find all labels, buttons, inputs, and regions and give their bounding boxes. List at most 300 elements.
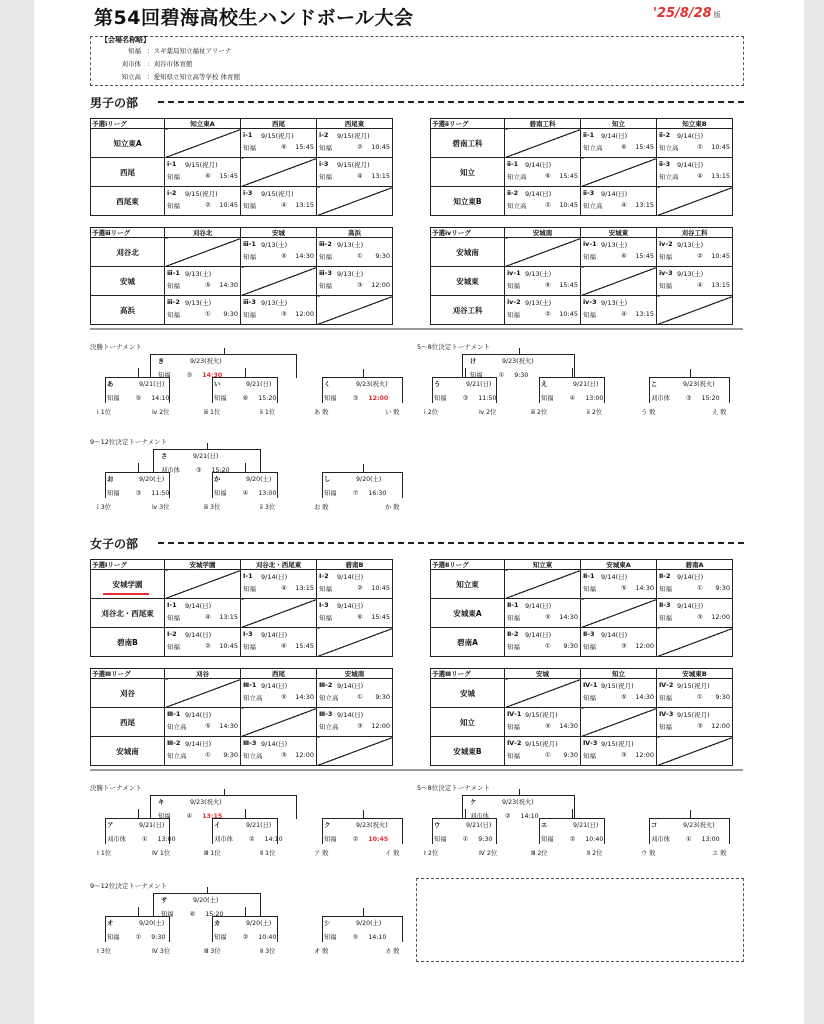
match-code: ⅱ-2 bbox=[659, 131, 671, 139]
court-number: ① bbox=[697, 584, 703, 592]
game-code: い bbox=[214, 381, 221, 388]
column-team-name: 碧南B bbox=[317, 560, 393, 570]
match-code: ⅰ-3 bbox=[319, 160, 329, 168]
court-number: ④ bbox=[621, 310, 627, 318]
game-court: ① bbox=[462, 836, 469, 843]
match-time: 12:00 bbox=[295, 310, 314, 318]
game-date: 9/20(土) bbox=[139, 476, 165, 483]
seed-label: う 敗 bbox=[641, 409, 656, 416]
match-venue: 知福 bbox=[659, 282, 672, 290]
girls-section-heading: 女子の部 bbox=[90, 537, 139, 551]
match-code: Ⅰ-2 bbox=[167, 630, 177, 638]
row-team-name: 安城東 bbox=[431, 267, 505, 296]
bracket-line bbox=[207, 887, 208, 893]
game-date: 9/20(土) bbox=[356, 920, 382, 927]
match-date: 9/15(祝月) bbox=[601, 740, 634, 748]
column-team-name: 知立東A bbox=[165, 119, 241, 129]
venue-key: 知福 bbox=[128, 47, 141, 55]
game-header-row bbox=[214, 379, 276, 388]
game-venue: 知福 bbox=[214, 490, 227, 497]
page-title: 第54回碧海高校生ハンドボール大会 bbox=[94, 7, 414, 29]
match-cell bbox=[505, 296, 581, 325]
game-code: あ bbox=[107, 381, 114, 388]
match-code: Ⅱ-1 bbox=[507, 601, 519, 609]
match-date: 9/15(祝月) bbox=[525, 740, 558, 748]
match-venue: 知福 bbox=[659, 253, 672, 261]
match-time: 14:30 bbox=[295, 252, 314, 260]
seed-label: Ⅱ 2位 bbox=[587, 850, 603, 857]
game-header-row bbox=[470, 356, 534, 365]
game-date: 9/20(土) bbox=[246, 476, 272, 483]
match-date: 9/14(日) bbox=[261, 740, 288, 748]
game-date: 9/21(日) bbox=[139, 822, 165, 829]
match-date: 9/15(祝月) bbox=[337, 161, 370, 169]
match-cell bbox=[317, 599, 393, 628]
column-team-name: 知立東B bbox=[657, 119, 733, 129]
match-time: 15:45 bbox=[635, 143, 654, 151]
court-number: ④ bbox=[621, 201, 627, 209]
court-number: ⑥ bbox=[621, 143, 627, 151]
match-venue: 知福 bbox=[167, 282, 180, 290]
seed-label: エ 敗 bbox=[712, 850, 727, 857]
match-time: 10:45 bbox=[711, 143, 730, 151]
diagonal-empty-cell bbox=[241, 158, 317, 187]
bracket-line bbox=[465, 809, 466, 818]
diagonal-empty-cell bbox=[581, 267, 657, 296]
court-number: ④ bbox=[357, 172, 363, 180]
diagonal-empty-cell bbox=[241, 267, 317, 296]
match-code: ⅲ-2 bbox=[167, 298, 180, 306]
match-code: Ⅳ-3 bbox=[583, 739, 598, 747]
game-detail-row bbox=[324, 488, 386, 497]
match-cell bbox=[581, 238, 657, 267]
seed-label: ⅲ 1位 bbox=[204, 409, 221, 416]
match-time: 12:00 bbox=[711, 722, 730, 730]
league-table bbox=[90, 559, 393, 657]
match-venue: 知福 bbox=[319, 253, 332, 261]
match-date: 9/13(土) bbox=[185, 270, 212, 278]
seed-label: Ⅰ 2位 bbox=[424, 850, 439, 857]
match-time: 14:30 bbox=[559, 722, 578, 730]
seed-label: Ⅲ 3位 bbox=[204, 948, 221, 955]
match-venue: 知福 bbox=[583, 311, 596, 319]
match-cell bbox=[241, 296, 317, 325]
row-team-name: 知立 bbox=[431, 708, 505, 737]
league-name: 予選Ⅰリーグ bbox=[91, 560, 165, 570]
row-team-name: 刈谷工科 bbox=[431, 296, 505, 325]
game-court: ⑦ bbox=[352, 490, 359, 497]
match-time: 9:30 bbox=[563, 751, 578, 759]
match-date: 9/14(日) bbox=[261, 573, 288, 581]
match-cell bbox=[317, 267, 393, 296]
game-code: く bbox=[324, 381, 331, 388]
game-court: ① bbox=[685, 836, 692, 843]
game-code: き bbox=[158, 358, 165, 365]
seed-label: Ⅰ 1位 bbox=[97, 850, 112, 857]
league-table bbox=[430, 668, 733, 766]
game-date: 9/20(土) bbox=[193, 897, 219, 904]
match-cell bbox=[241, 187, 317, 216]
court-number: ④ bbox=[281, 584, 287, 592]
game-date: 9/23(祝火) bbox=[683, 381, 715, 388]
match-date: 9/14(日) bbox=[337, 711, 364, 719]
game-detail-row bbox=[324, 393, 388, 402]
game-info bbox=[434, 820, 492, 843]
court-number: ② bbox=[697, 143, 703, 151]
league-table bbox=[430, 118, 733, 216]
column-team-name: 碧南工科 bbox=[505, 119, 581, 129]
match-time: 9:30 bbox=[375, 252, 390, 260]
game-code: こ bbox=[651, 381, 658, 388]
game-date: 9/20(土) bbox=[139, 920, 165, 927]
match-date: 9/14(日) bbox=[261, 682, 288, 690]
game-detail-row bbox=[107, 393, 169, 402]
column-team-name: 知立東 bbox=[505, 560, 581, 570]
court-number: ③ bbox=[621, 642, 627, 650]
match-cell bbox=[581, 628, 657, 657]
league-name: 予選ⅲリーグ bbox=[91, 228, 165, 238]
game-header-row bbox=[434, 379, 496, 388]
match-cell bbox=[581, 737, 657, 766]
match-date: 9/14(日) bbox=[677, 573, 704, 581]
game-code: シ bbox=[324, 920, 331, 927]
column-team-name: 安城 bbox=[241, 228, 317, 238]
match-cell bbox=[657, 679, 733, 708]
match-code: ⅳ-1 bbox=[583, 240, 597, 248]
bracket-line bbox=[138, 368, 139, 377]
game-code: さ bbox=[161, 453, 168, 460]
match-cell bbox=[505, 158, 581, 187]
match-date: 9/13(土) bbox=[677, 270, 704, 278]
court-number: ① bbox=[205, 310, 211, 318]
match-time: 10:45 bbox=[559, 201, 578, 209]
bracket-label: 9～12位決定トーナメント bbox=[90, 438, 168, 446]
bracket-label: 5～8位決定トーナメント bbox=[417, 343, 491, 351]
league-table bbox=[90, 668, 393, 766]
match-date: 9/13(土) bbox=[601, 241, 628, 249]
seed-label: か 敗 bbox=[385, 504, 400, 511]
match-code: Ⅳ-3 bbox=[659, 710, 674, 718]
match-date: 9/15(祝月) bbox=[525, 711, 558, 719]
match-time: 14:30 bbox=[635, 584, 654, 592]
match-date: 9/14(日) bbox=[525, 190, 552, 198]
game-time: 10:40 bbox=[585, 836, 604, 843]
column-team-name: 刈谷工科 bbox=[657, 228, 733, 238]
court-number: ⑤ bbox=[545, 722, 551, 730]
game-date: 9/23(祝火) bbox=[190, 799, 222, 806]
court-number: ④ bbox=[697, 172, 703, 180]
row-team-name: 安城学園 bbox=[91, 570, 165, 599]
game-header-row bbox=[324, 474, 386, 483]
court-number: ① bbox=[697, 693, 703, 701]
game-time: 13:00 bbox=[585, 395, 604, 402]
match-date: 9/13(土) bbox=[337, 241, 364, 249]
game-time: 15:20 bbox=[211, 467, 230, 474]
match-venue: 知福 bbox=[507, 752, 520, 760]
match-time: 9:30 bbox=[715, 693, 730, 701]
match-code: Ⅱ-2 bbox=[659, 572, 671, 580]
game-header-row bbox=[541, 379, 603, 388]
league-table bbox=[430, 559, 733, 657]
match-cell bbox=[581, 296, 657, 325]
match-cell bbox=[241, 570, 317, 599]
league-name: 予選ⅰリーグ bbox=[91, 119, 165, 129]
game-time: 15:20 bbox=[701, 395, 720, 402]
game-info bbox=[324, 918, 386, 941]
column-team-name: 西尾東 bbox=[317, 119, 393, 129]
match-code: ⅱ-2 bbox=[507, 189, 519, 197]
game-court: ⑤ bbox=[135, 395, 142, 402]
column-team-name: 西尾 bbox=[241, 669, 317, 679]
match-date: 9/14(日) bbox=[601, 631, 628, 639]
bracket-line bbox=[572, 368, 573, 377]
diagonal-empty-cell bbox=[657, 628, 733, 657]
league-table bbox=[430, 227, 733, 325]
game-code: う bbox=[434, 381, 441, 388]
match-cell bbox=[581, 129, 657, 158]
seed-label: ⅲ 2位 bbox=[531, 409, 548, 416]
match-cell bbox=[505, 187, 581, 216]
match-code: ⅲ-3 bbox=[243, 298, 256, 306]
game-time: 14:10 bbox=[368, 934, 387, 941]
seed-label: い 敗 bbox=[385, 409, 400, 416]
match-cell bbox=[657, 129, 733, 158]
row-team-name: 知立東B bbox=[431, 187, 505, 216]
seed-label: Ⅳ 3位 bbox=[152, 948, 171, 955]
game-detail-row bbox=[651, 834, 720, 843]
game-info bbox=[651, 820, 720, 843]
game-info bbox=[324, 820, 388, 843]
court-number: ① bbox=[545, 751, 551, 759]
row-team-name: 安城南 bbox=[431, 238, 505, 267]
game-venue: 知福 bbox=[107, 934, 120, 941]
match-cell bbox=[317, 129, 393, 158]
venue-row bbox=[91, 46, 231, 55]
seed-label: Ⅳ 1位 bbox=[152, 850, 171, 857]
match-code: Ⅲ-3 bbox=[243, 739, 257, 747]
diagonal-empty-cell bbox=[165, 570, 241, 599]
seed-label: ⅲ 3位 bbox=[204, 504, 221, 511]
match-date: 9/14(日) bbox=[525, 602, 552, 610]
court-number: ③ bbox=[357, 281, 363, 289]
game-time: 14:10 bbox=[151, 395, 170, 402]
match-venue: 知福 bbox=[167, 173, 180, 181]
match-time: 14:30 bbox=[219, 281, 238, 289]
league-name: 予選ⅱリーグ bbox=[431, 119, 505, 129]
match-date: 9/13(土) bbox=[525, 270, 552, 278]
match-date: 9/13(土) bbox=[261, 241, 288, 249]
bracket-line bbox=[138, 809, 139, 818]
row-team-name: 碧南A bbox=[431, 628, 505, 657]
game-info bbox=[470, 797, 539, 820]
match-venue: 知立高 bbox=[583, 202, 603, 210]
divider-line bbox=[90, 769, 743, 771]
game-detail-row bbox=[651, 393, 720, 402]
bracket-line bbox=[224, 789, 225, 795]
match-date: 9/14(日) bbox=[677, 602, 704, 610]
game-info bbox=[158, 356, 222, 379]
game-court: ② bbox=[504, 813, 511, 820]
venue-legend-heading: 【会場名称略】 bbox=[101, 36, 150, 44]
game-venue: 知福 bbox=[434, 395, 447, 402]
match-code: Ⅰ-1 bbox=[243, 572, 253, 580]
match-venue: 知福 bbox=[583, 253, 596, 261]
game-code: オ bbox=[107, 920, 114, 927]
game-code: ア bbox=[107, 822, 114, 829]
diagonal-empty-cell bbox=[317, 187, 393, 216]
match-time: 9:30 bbox=[563, 642, 578, 650]
match-code: Ⅱ-3 bbox=[659, 601, 671, 609]
game-time: 10:40 bbox=[258, 934, 277, 941]
match-code: ⅳ-1 bbox=[507, 269, 521, 277]
match-time: 10:45 bbox=[371, 584, 390, 592]
match-date: 9/13(土) bbox=[337, 270, 364, 278]
match-venue: 知福 bbox=[507, 311, 520, 319]
game-detail-row bbox=[324, 932, 386, 941]
game-date: 9/20(土) bbox=[356, 476, 382, 483]
match-venue: 知福 bbox=[583, 752, 596, 760]
game-venue: 知福 bbox=[107, 395, 120, 402]
court-number: ④ bbox=[281, 201, 287, 209]
match-code: Ⅲ-3 bbox=[319, 710, 333, 718]
seed-label: ⅳ 2位 bbox=[479, 409, 497, 416]
match-date: 9/15(祝月) bbox=[261, 190, 294, 198]
court-number: ⑤ bbox=[205, 722, 211, 730]
match-cell bbox=[317, 158, 393, 187]
bracket-line bbox=[519, 348, 520, 354]
match-cell bbox=[581, 570, 657, 599]
game-code: サ bbox=[161, 897, 168, 904]
match-cell bbox=[241, 737, 317, 766]
divider-line bbox=[90, 328, 743, 330]
row-team-name: 刈谷北 bbox=[91, 238, 165, 267]
bracket-line bbox=[138, 907, 139, 916]
court-number: ① bbox=[205, 751, 211, 759]
bracket-line bbox=[572, 809, 573, 818]
match-code: ⅳ-2 bbox=[507, 298, 521, 306]
bracket-line bbox=[207, 443, 208, 449]
match-code: Ⅱ-3 bbox=[583, 630, 595, 638]
row-team-name: 高浜 bbox=[91, 296, 165, 325]
row-team-name: 碧南B bbox=[91, 628, 165, 657]
venue-row bbox=[91, 59, 193, 68]
game-date: 9/23(祝火) bbox=[502, 799, 534, 806]
match-venue: 知立高 bbox=[167, 723, 187, 731]
match-code: Ⅲ-2 bbox=[167, 739, 181, 747]
column-team-name: 安城東B bbox=[657, 669, 733, 679]
game-venue: 知福 bbox=[434, 836, 447, 843]
game-date: 9/21(日) bbox=[139, 381, 165, 388]
match-time: 9:30 bbox=[375, 693, 390, 701]
row-team-name: 西尾東 bbox=[91, 187, 165, 216]
match-date: 9/14(日) bbox=[337, 573, 364, 581]
game-header-row bbox=[214, 474, 276, 483]
venue-value: ：刈谷市体育館 bbox=[147, 60, 193, 68]
match-cell bbox=[165, 158, 241, 187]
diagonal-empty-cell bbox=[165, 129, 241, 158]
game-header-row bbox=[470, 797, 539, 806]
game-header-row bbox=[158, 797, 222, 806]
bracket-line bbox=[245, 463, 246, 472]
match-cell bbox=[241, 129, 317, 158]
match-cell bbox=[657, 708, 733, 737]
match-date: 9/13(土) bbox=[601, 299, 628, 307]
court-number: ⑥ bbox=[281, 642, 287, 650]
match-code: ⅲ-1 bbox=[243, 240, 256, 248]
match-venue: 知福 bbox=[507, 723, 520, 731]
diagonal-empty-cell bbox=[657, 296, 733, 325]
game-court: ⑥ bbox=[189, 911, 196, 918]
game-court: ③ bbox=[462, 395, 469, 402]
seed-label: Ⅳ 2位 bbox=[479, 850, 498, 857]
diagonal-empty-cell bbox=[505, 679, 581, 708]
match-cell bbox=[317, 708, 393, 737]
match-venue: 知福 bbox=[659, 694, 672, 702]
game-code: ク bbox=[324, 822, 331, 829]
court-number: ⑥ bbox=[205, 172, 211, 180]
match-date: 9/14(日) bbox=[601, 190, 628, 198]
game-info bbox=[214, 820, 283, 843]
game-date: 9/23(祝火) bbox=[683, 822, 715, 829]
game-code: イ bbox=[214, 822, 221, 829]
court-number: ③ bbox=[357, 722, 363, 730]
match-time: 15:45 bbox=[295, 642, 314, 650]
diagonal-empty-cell bbox=[165, 238, 241, 267]
column-team-name: 安城南 bbox=[317, 669, 393, 679]
game-venue: 知福 bbox=[158, 372, 171, 379]
game-header-row bbox=[107, 820, 176, 829]
game-detail-row bbox=[107, 932, 165, 941]
match-venue: 知福 bbox=[507, 643, 520, 651]
match-time: 13:15 bbox=[635, 201, 654, 209]
game-info bbox=[541, 820, 603, 843]
team-underline bbox=[103, 593, 149, 595]
match-date: 9/13(土) bbox=[185, 299, 212, 307]
game-info bbox=[107, 474, 169, 497]
game-court: ⑤ bbox=[352, 934, 359, 941]
seed-label: Ⅱ 3位 bbox=[260, 948, 276, 955]
match-code: Ⅰ-1 bbox=[167, 601, 177, 609]
court-number: ⑤ bbox=[281, 693, 287, 701]
game-info bbox=[158, 797, 222, 820]
match-time: 14:30 bbox=[559, 613, 578, 621]
match-venue: 知福 bbox=[243, 253, 256, 261]
match-time: 10:45 bbox=[371, 143, 390, 151]
row-team-name: 安城東A bbox=[431, 599, 505, 628]
court-number: ② bbox=[545, 201, 551, 209]
game-info bbox=[161, 895, 223, 918]
match-venue: 知福 bbox=[167, 614, 180, 622]
match-cell bbox=[241, 628, 317, 657]
game-header-row bbox=[107, 918, 165, 927]
game-time: 11:50 bbox=[478, 395, 497, 402]
bracket-line bbox=[690, 369, 691, 377]
seed-label: カ 敗 bbox=[385, 948, 400, 955]
venue-row bbox=[91, 72, 240, 81]
game-venue: 知福 bbox=[324, 490, 337, 497]
match-date: 9/14(日) bbox=[185, 711, 212, 719]
game-header-row bbox=[324, 918, 386, 927]
game-header-row bbox=[161, 451, 230, 460]
match-time: 14:30 bbox=[219, 722, 238, 730]
match-venue: 知福 bbox=[243, 311, 256, 319]
seed-label: ⅱ 2位 bbox=[587, 409, 603, 416]
match-cell bbox=[241, 679, 317, 708]
seed-label: Ⅱ 1位 bbox=[260, 850, 276, 857]
game-court: ③ bbox=[195, 467, 202, 474]
game-detail-row bbox=[107, 834, 176, 843]
column-team-name: 西尾 bbox=[241, 119, 317, 129]
